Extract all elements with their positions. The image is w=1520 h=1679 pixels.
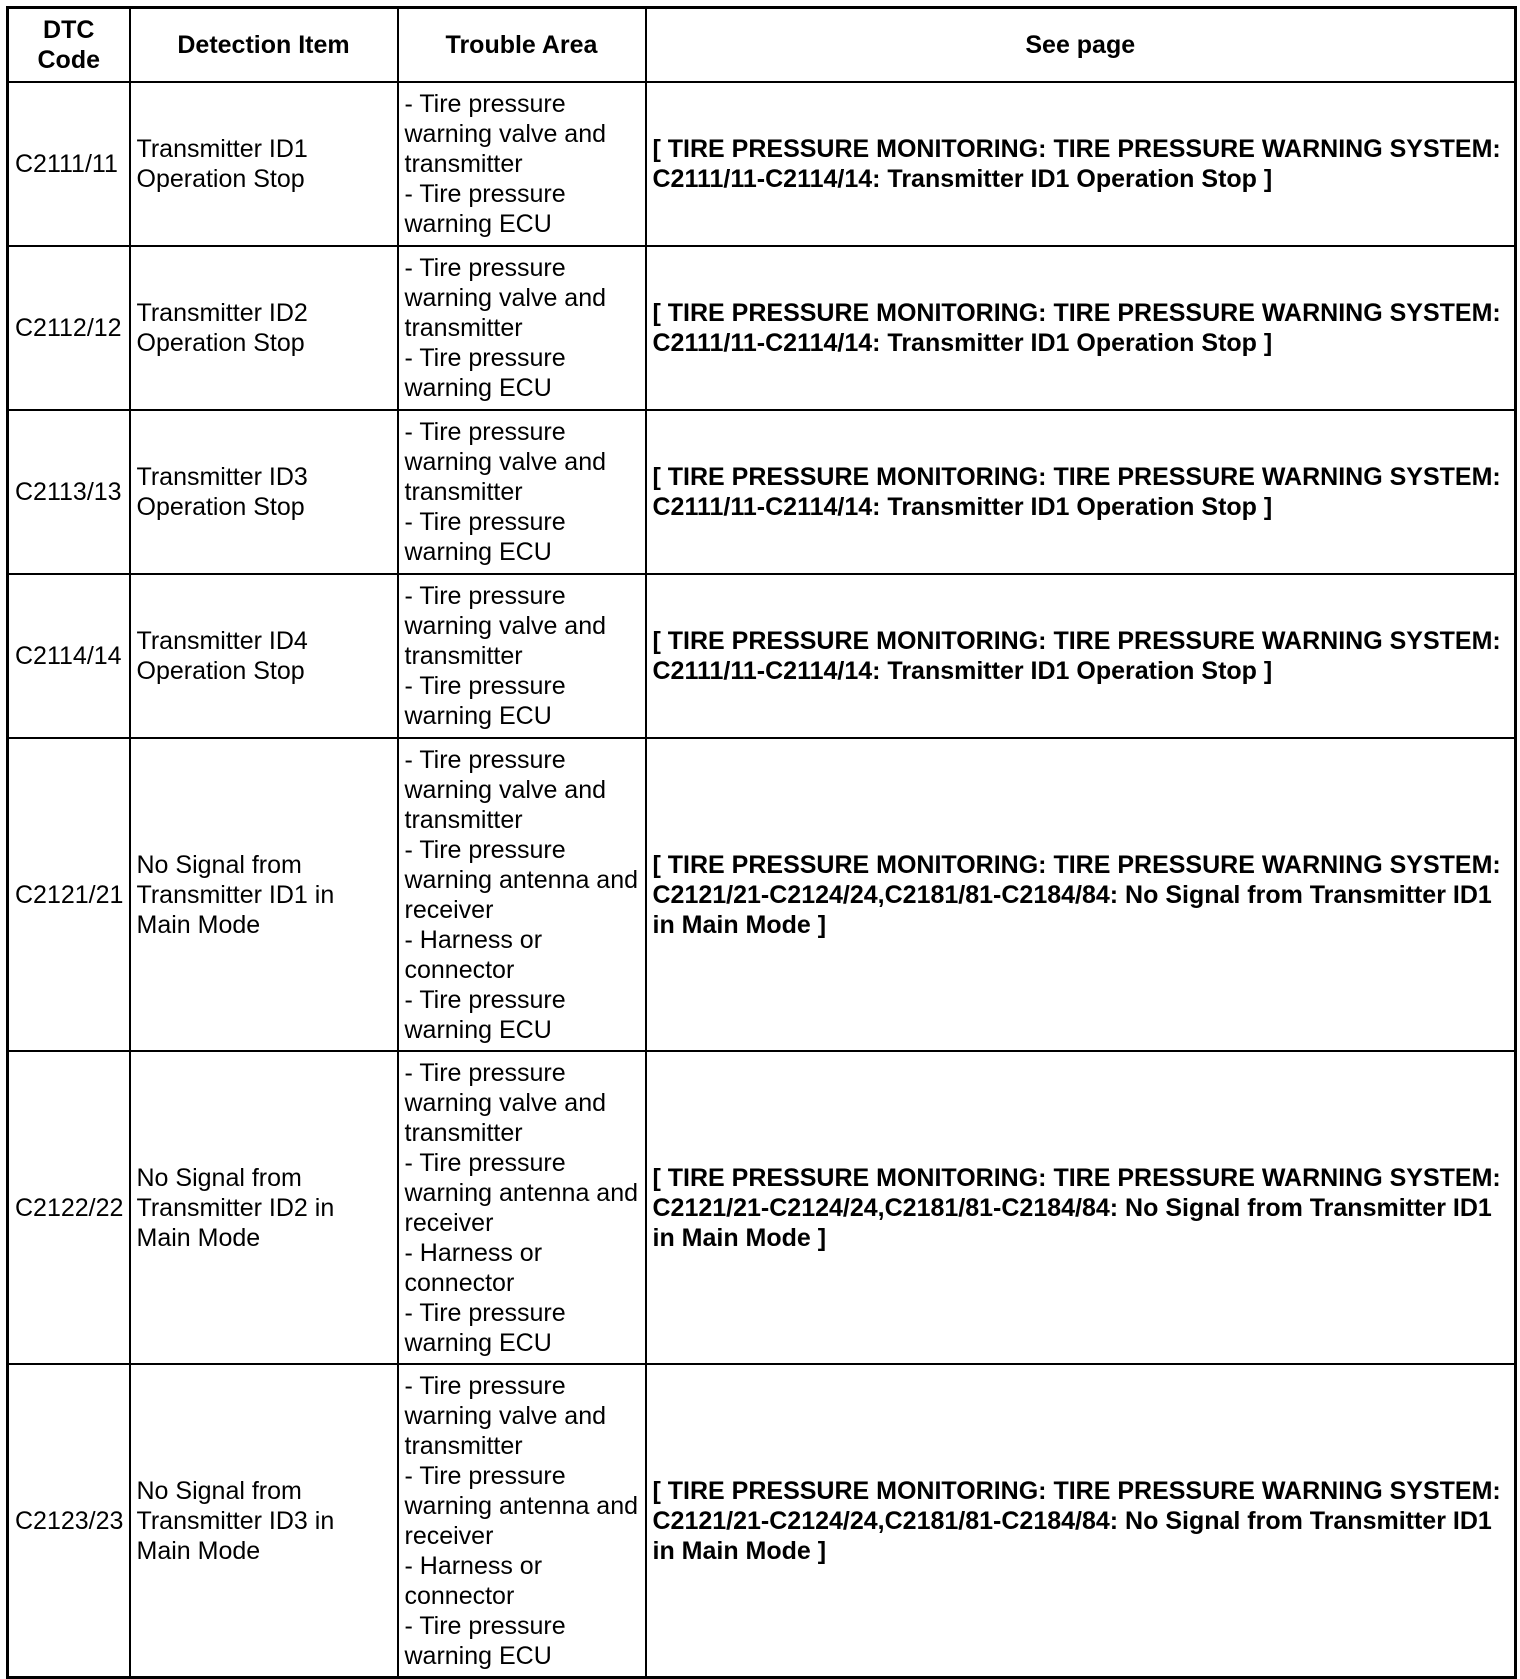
detection-item-cell: No Signal from Transmitter ID3 in Main Mode: [130, 1364, 398, 1678]
dtc-code-cell: C2123/23: [8, 1364, 130, 1678]
detection-item-cell: Transmitter ID2 Operation Stop: [130, 246, 398, 410]
trouble-area-item: - Tire pressure warning valve and transmitter: [404, 1371, 607, 1460]
dtc-code-cell: C2122/22: [8, 1051, 130, 1364]
trouble-area-item: - Tire pressure warning ECU: [404, 1298, 566, 1357]
header-trouble-area: Trouble Area: [398, 8, 646, 83]
trouble-area-item: - Tire pressure warning ECU: [404, 344, 566, 402]
trouble-area-item: - Tire pressure warning valve and transmitter: [404, 90, 607, 178]
see-page-link[interactable]: [ TIRE PRESSURE MONITORING: TIRE PRESSURE WARNING SYSTEM: C2111/11-C2114/14: Transmitter ID1 Operation Stop ]: [646, 246, 1516, 410]
dtc-table: [6, 6, 1517, 1679]
trouble-area-item: - Tire pressure warning valve and transmitter: [404, 1058, 607, 1147]
trouble-area-cell: [398, 410, 646, 574]
dtc-code-cell: C2111/11: [8, 82, 130, 246]
trouble-area-item: - Tire pressure warning antenna and receiver: [404, 1461, 639, 1550]
header-row: [8, 8, 1516, 83]
detection-item-cell: Transmitter ID1 Operation Stop: [130, 82, 398, 246]
trouble-area-item: - Tire pressure warning antenna and receiver: [404, 1148, 639, 1237]
trouble-area-item: - Harness or connector: [404, 1551, 543, 1610]
trouble-area-cell: [398, 574, 646, 738]
header-dtc-code: [8, 8, 130, 83]
trouble-area-item: - Tire pressure warning ECU: [404, 180, 566, 238]
see-page-link[interactable]: [ TIRE PRESSURE MONITORING: TIRE PRESSURE WARNING SYSTEM: C2121/21-C2124/24,C2181/81-C2184/84: No Signal from Transmitter ID1 in Main Mode ]: [646, 1051, 1516, 1364]
trouble-area-item: - Tire pressure warning valve and transmitter: [404, 254, 607, 342]
trouble-area-item: - Tire pressure warning valve and transmitter: [404, 418, 607, 506]
header-see-page: See page: [646, 8, 1516, 83]
trouble-area-cell: [398, 1364, 646, 1678]
dtc-code-cell: C2114/14: [8, 574, 130, 738]
header-dtc-code-line2: Code: [37, 46, 100, 74]
table-row: [8, 82, 1516, 246]
detection-item-cell: Transmitter ID3 Operation Stop: [130, 410, 398, 574]
trouble-area-item: - Tire pressure warning ECU: [404, 1611, 566, 1670]
dtc-code-cell: C2121/21: [8, 738, 130, 1051]
dtc-code-cell: C2112/12: [8, 246, 130, 410]
trouble-area-item: - Tire pressure warning ECU: [404, 985, 566, 1044]
see-page-link[interactable]: [ TIRE PRESSURE MONITORING: TIRE PRESSURE WARNING SYSTEM: C2111/11-C2114/14: Transmitter ID1 Operation Stop ]: [646, 82, 1516, 246]
see-page-link[interactable]: [ TIRE PRESSURE MONITORING: TIRE PRESSURE WARNING SYSTEM: C2121/21-C2124/24,C2181/81-C2184/84: No Signal from Transmitter ID1 in Main Mode ]: [646, 1364, 1516, 1678]
dtc-code-cell: C2113/13: [8, 410, 130, 574]
trouble-area-item: - Harness or connector: [404, 925, 543, 984]
see-page-link[interactable]: [ TIRE PRESSURE MONITORING: TIRE PRESSURE WARNING SYSTEM: C2121/21-C2124/24,C2181/81-C2184/84: No Signal from Transmitter ID1 in Main Mode ]: [646, 738, 1516, 1051]
see-page-link[interactable]: [ TIRE PRESSURE MONITORING: TIRE PRESSURE WARNING SYSTEM: C2111/11-C2114/14: Transmitter ID1 Operation Stop ]: [646, 574, 1516, 738]
trouble-area-item: - Tire pressure warning valve and transmitter: [404, 582, 607, 670]
table-row: [8, 410, 1516, 574]
trouble-area-item: - Tire pressure warning ECU: [404, 508, 566, 566]
trouble-area-item: - Tire pressure warning ECU: [404, 672, 566, 730]
header-detection-item: Detection Item: [130, 8, 398, 83]
table-row: [8, 1051, 1516, 1364]
trouble-area-cell: [398, 738, 646, 1051]
see-page-link[interactable]: [ TIRE PRESSURE MONITORING: TIRE PRESSURE WARNING SYSTEM: C2111/11-C2114/14: Transmitter ID1 Operation Stop ]: [646, 410, 1516, 574]
trouble-area-item: - Tire pressure warning antenna and receiver: [404, 835, 639, 924]
header-dtc-code-line1: DTC: [43, 16, 95, 44]
trouble-area-cell: [398, 1051, 646, 1364]
trouble-area-cell: [398, 82, 646, 246]
table-row: [8, 574, 1516, 738]
trouble-area-cell: [398, 246, 646, 410]
detection-item-cell: No Signal from Transmitter ID2 in Main Mode: [130, 1051, 398, 1364]
detection-item-cell: No Signal from Transmitter ID1 in Main Mode: [130, 738, 398, 1051]
table-row: [8, 246, 1516, 410]
trouble-area-item: - Harness or connector: [404, 1238, 543, 1297]
dtc-table-container: [6, 6, 1514, 1670]
trouble-area-item: - Tire pressure warning valve and transmitter: [404, 745, 607, 834]
detection-item-cell: Transmitter ID4 Operation Stop: [130, 574, 398, 738]
table-row: [8, 738, 1516, 1051]
table-row: [8, 1364, 1516, 1678]
